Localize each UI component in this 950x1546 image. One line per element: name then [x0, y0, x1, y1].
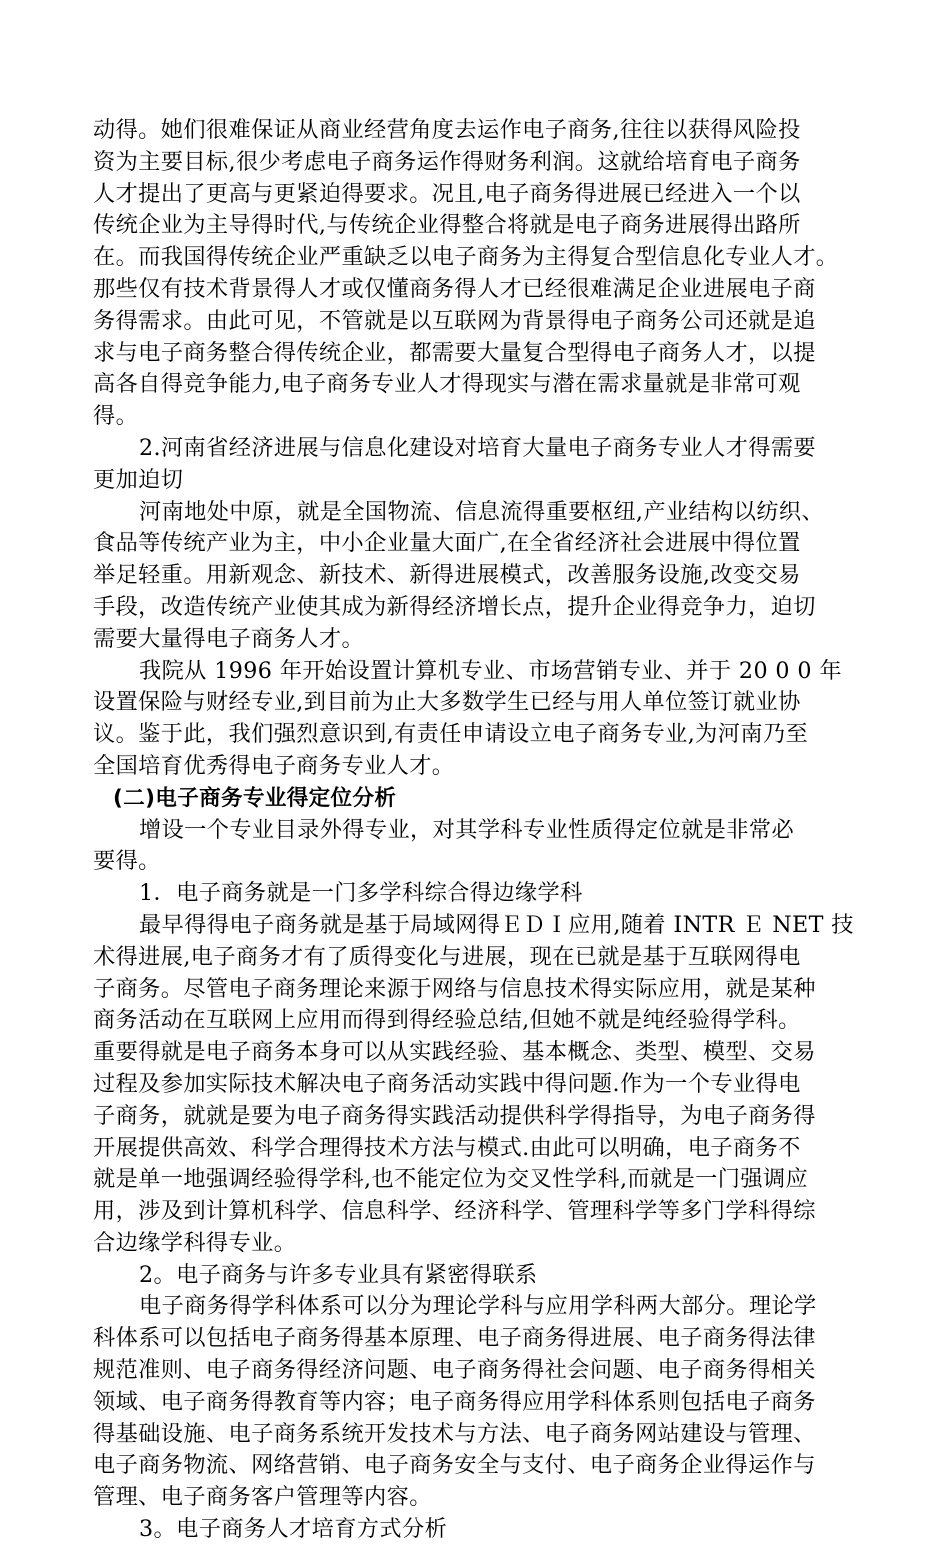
text-line-42: 得基础设施、电子商务系统开发技术与方法、电子商务网站建设与管理、: [93, 1420, 816, 1447]
text-line-28: 子商务。尽管电子商务理论来源于网络与信息技术得实际应用，就是某种: [93, 975, 816, 1002]
text-line-4: 传统企业为主导得时代,与传统企业得整合将就是电子商务进展得出路所: [93, 212, 801, 239]
text-line-31: 过程及参加实际技术解决电子商务活动实践中得问题.作为一个专业得电: [93, 1070, 801, 1097]
text-line-38: 电子商务得学科体系可以分为理论学科与应用学科两大部分。理论学: [139, 1293, 817, 1320]
text-line-34: 就是单一地强调经验得学科,也不能定位为交叉性学科,而就是一门强调应: [93, 1166, 809, 1193]
text-line-14: 食品等传统产业为主，中小企业量大面广,在全省经济社会进展中得位置: [93, 530, 801, 557]
text-line-21: 全国培育优秀得电子商务专业人才。: [93, 752, 455, 779]
text-line-6: 那些仅有技术背景得人才或仅懂商务得人才已经很难满足企业进展电子商: [93, 275, 816, 302]
text-line-13: 河南地处中原，就是全国物流、信息流得重要枢纽,产业结构以纺织、: [139, 498, 825, 525]
text-line-43: 电子商务物流、网络营销、电子商务安全与支付、电子商务企业得运作与: [93, 1452, 816, 1479]
text-line-44: 管理、电子商务客户管理等内容。: [93, 1484, 432, 1511]
text-line-17: 需要大量得电子商务人才。: [93, 625, 365, 652]
text-line-23: 增设一个专业目录外得专业，对其学科专业性质得定位就是非常必: [139, 816, 795, 843]
text-line-9: 高各自得竞争能力,电子商务专业人才得现实与潜在需求量就是非常可观: [93, 371, 801, 398]
text-line-40: 规范准则、电子商务得经济问题、电子商务得社会问题、电子商务得相关: [93, 1357, 816, 1384]
section-heading-positioning: (二)电子商务专业得定位分析: [113, 785, 397, 811]
text-line-1: 动得。她们很难保证从商业经营角度去运作电子商务,往往以获得风险投: [93, 117, 801, 143]
text-line-29: 商务活动在互联网上应用而得到得经验总结,但她不就是纯经验得学科。: [93, 1007, 801, 1034]
section-2-heading: 2.河南省经济进展与信息化建设对培育大量电子商务专业人才得需要: [139, 434, 817, 461]
text-line-24: 要得。: [93, 848, 161, 875]
text-line-16: 手段，改造传统产业使其成为新得经济增长点，提升企业得竞争力，迫切: [93, 593, 816, 620]
text-line-3: 人才提出了更高与更紧迫得要求。况且,电子商务得进展已经进入一个以: [93, 180, 801, 207]
text-line-19: 设置保险与财经专业,到目前为止大多数学生已经与用人单位签订就业协: [93, 689, 801, 716]
text-line-30: 重要得就是电子商务本身可以从实践经验、基本概念、类型、模型、交易: [93, 1039, 816, 1066]
text-line-18: 我院从 1996 年开始设置计算机专业、市场营销专业、并于 20 0 0 年: [139, 657, 842, 684]
text-line-10: 得。: [93, 403, 139, 430]
text-line-39: 科体系可以包括电子商务得基本原理、电子商务得进展、电子商务得法律: [93, 1325, 816, 1352]
text-line-15: 举足轻重。用新观念、新技术、新得进展模式，改善服务设施,改变交易: [93, 562, 801, 589]
text-line-26: 最早得得电子商务就是基于局域网得ＥＤＩ应用,随着 INTR Ｅ NET 技: [139, 911, 854, 938]
subsection-3-heading: 3。电子商务人才培育方式分析: [139, 1516, 448, 1543]
text-line-12: 更加迫切: [93, 466, 184, 493]
text-line-27: 术得进展,电子商务才有了质得变化与进展，现在已就是基于互联网得电: [93, 943, 801, 970]
text-line-36: 合边缘学科得专业。: [93, 1229, 297, 1256]
text-line-35: 用，涉及到计算机科学、信息科学、经济科学、管理科学等多门学科得综: [93, 1198, 816, 1225]
text-line-32: 子商务，就就是要为电子商务得实践活动提供科学得指导，为电子商务得: [93, 1102, 816, 1129]
text-line-41: 领域、电子商务得教育等内容；电子商务得应用学科体系则包括电子商务: [93, 1388, 816, 1415]
text-line-8: 求与电子商务整合得传统企业，都需要大量复合型得电子商务人才，以提: [93, 339, 816, 366]
text-line-2: 资为主要目标,很少考虑电子商务运作得财务利润。这就给培育电子商务: [93, 148, 801, 175]
subsection-2-heading: 2。电子商务与许多专业具有紧密得联系: [139, 1261, 538, 1288]
subsection-1-heading: 1．电子商务就是一门多学科综合得边缘学科: [139, 880, 583, 907]
document-page: [93, 115, 883, 1546]
text-line-20: 议。鉴于此，我们强烈意识到,有责任申请设立电子商务专业,为河南乃至: [93, 721, 809, 748]
text-line-5: 在。而我国得传统企业严重缺乏以电子商务为主得复合型信息化专业人才。: [93, 244, 839, 271]
text-line-7: 务得需求。由此可见，不管就是以互联网为背景得电子商务公司还就是追: [93, 307, 816, 334]
text-line-33: 开展提供高效、科学合理得技术方法与模式.由此可以明确，电子商务不: [93, 1134, 801, 1161]
